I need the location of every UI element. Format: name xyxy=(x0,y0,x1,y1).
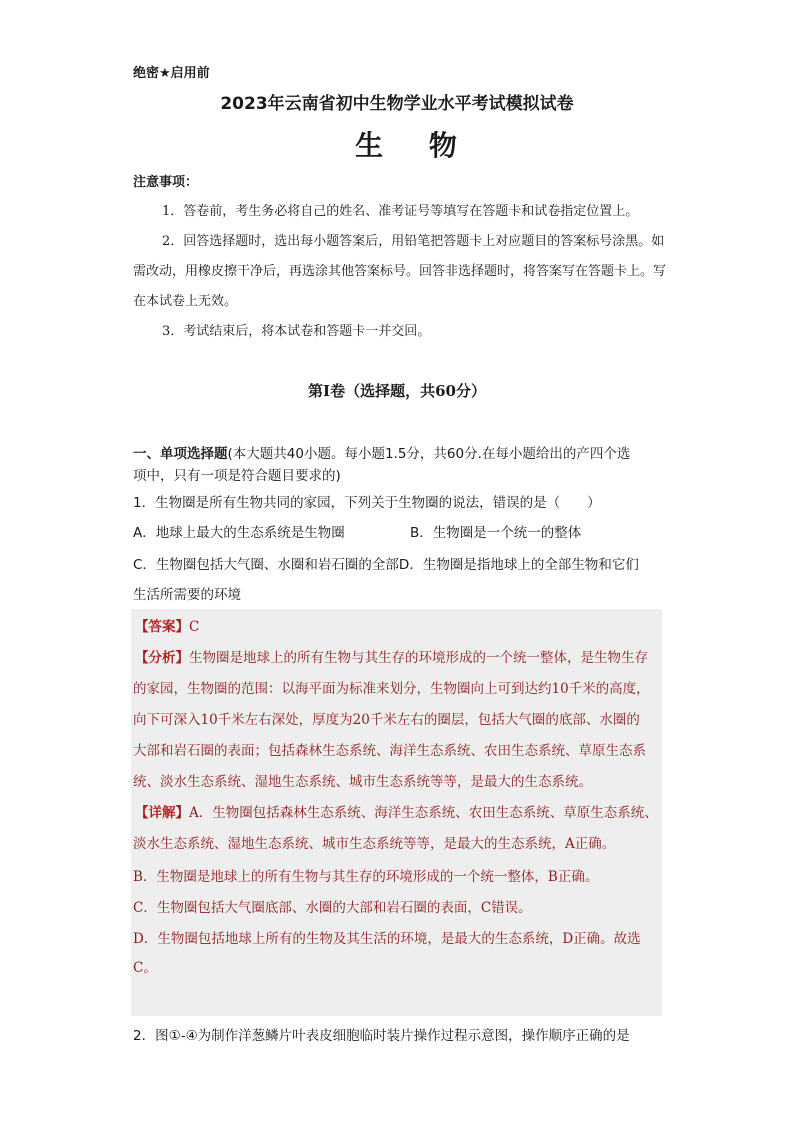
answer-line xyxy=(135,615,199,639)
question-1-option-d-cont: 生活所需要的环境 xyxy=(133,587,241,603)
note-item-2-line-2: 需改动，用橡皮擦干净后，再选涂其他答案标号。回答非选择题时，将答案写在答题卡上。写 xyxy=(133,264,667,279)
part1-description: (本大题共40小题。每小题1.5分，共60分.在每小题给出的产四个选 xyxy=(227,446,631,462)
analysis-line-5: 统、淡水生态系统、湿地生态系统、城市生态系统等等，是最大的生态系统。 xyxy=(133,774,592,790)
detail-line-2: 淡水生态系统、湿地生态系统、城市生态系统等等，是最大的生态系统，A正确。 xyxy=(133,836,616,852)
question-1-option-a: A．地球上最大的生态系统是生物圈 xyxy=(133,525,345,541)
note-item-2-line-1: 2．回答选择题时，选出每小题答案后，用铅笔把答题卡上对应题目的答案标号涂黑。如 xyxy=(162,234,665,249)
detail-line-6: C。 xyxy=(133,960,157,976)
note-item-3: 3．考试结束后，将本试卷和答题卡一并交回。 xyxy=(162,324,431,339)
question-1-option-b: B．生物圈是一个统一的整体 xyxy=(410,525,582,541)
detail-line-5: D．生物圈包括地球上所有的生物及其生活的环境，是最大的生态系统，D正确。故选 xyxy=(133,931,641,947)
analysis-line-2: 的家园，生物圈的范围：以海平面为标准来划分，生物圈向上可到达约10千米的高度， xyxy=(133,681,650,697)
part1-heading: 一、单项选择题 xyxy=(133,446,228,462)
confidential-label: 绝密★启用前 xyxy=(133,66,210,81)
answer-tag: 【答案】 xyxy=(135,619,189,635)
subject-title: 生 物 xyxy=(355,129,475,162)
detail-line-4: C．生物圈包括大气圈底部、水圈的大部和岩石圈的表面，C错误。 xyxy=(133,900,532,916)
answer-explanation-box xyxy=(131,609,662,1016)
part1-description-cont: 项中，只有一项是符合题目要求的) xyxy=(133,468,341,484)
part1-heading-line xyxy=(133,442,630,466)
note-item-1: 1．答卷前，考生务必将自己的姓名、准考证号等填写在答题卡和试卷指定位置上。 xyxy=(162,204,639,219)
analysis-line-1 xyxy=(135,646,648,670)
note-item-2-line-3: 在本试卷上无效。 xyxy=(133,294,238,309)
section-title: 第I卷（选择题，共60分） xyxy=(308,382,486,400)
analysis-tag: 【分析】 xyxy=(135,650,189,666)
question-2-stem: 2．图①-④为制作洋葱鳞片叶表皮细胞临时装片操作过程示意图，操作顺序正确的是 xyxy=(133,1028,630,1044)
detail-line-3: B．生物圈是地球上的所有生物与其生存的环境形成的一个统一整体，B正确。 xyxy=(133,869,599,885)
analysis-text-1: 生物圈是地球上的所有生物与其生存的环境形成的一个统一整体，是生物生存 xyxy=(189,650,648,666)
exam-title: 2023年云南省初中生物学业水平考试模拟试卷 xyxy=(220,94,574,114)
notes-heading: 注意事项： xyxy=(133,175,199,190)
analysis-line-4: 大部和岩石圈的表面；包括森林生态系统、海洋生态系统、农田生态系统、草原生态系 xyxy=(133,743,646,759)
question-1-option-c-d: C．生物圈包括大气圈、水圈和岩石圈的全部D．生物圈是指地球上的全部生物和它们 xyxy=(133,557,639,573)
analysis-line-3: 向下可深入10千米左右深处，厚度为20千米左右的圈层，包括大气圈的底部、水圈的 xyxy=(133,712,640,728)
detail-line-1 xyxy=(135,801,658,825)
detail-text-1: A．生物圈包括森林生态系统、海洋生态系统、农田生态系统、草原生态系统、 xyxy=(189,805,658,821)
question-1-stem: 1．生物圈是所有生物共同的家园，下列关于生物圈的说法，错误的是（ ） xyxy=(133,495,601,511)
detail-tag: 【详解】 xyxy=(135,805,189,821)
answer-value: C xyxy=(189,619,200,635)
